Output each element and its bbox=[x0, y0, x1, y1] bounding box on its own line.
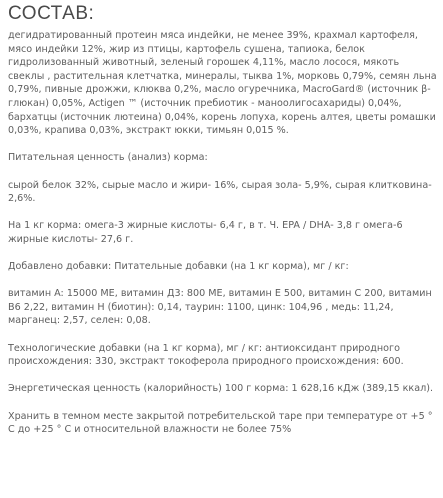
energy-value-paragraph: Энергетическая ценность (калорийность) 100 г корма: 1 628,16 кДж (389,15 ккал). bbox=[8, 383, 434, 395]
analysis-paragraph: сырой белок 32%, сырые масло и жири- 16%, сырая зола- 5,9%, сырая клитковина- 2,6%. bbox=[8, 179, 432, 205]
additives-heading: Добавлено добавки: Питательные добавки (на 1 кг корма), мг / кг: bbox=[8, 261, 349, 273]
spacer bbox=[8, 369, 438, 383]
spacer bbox=[8, 138, 438, 152]
spacer bbox=[8, 247, 438, 261]
spacer bbox=[8, 274, 438, 288]
nutrition-heading: Питательная ценность (анализ) корма: bbox=[8, 152, 208, 164]
ingredients-paragraph: дегидратированный протеин мяса индейки, не менее 39%, крахмал картофеля, мясо индейки 12%, жир из птицы, картофель сушена, тапиока, белок гидролизованный животный, зеленый горошек 4,11%, масло лосося, мякоть свеклы , растительная клетчатка, минералы, тыква 1%, морковь 0,79%, семян льна 0,79%, пивные дрожжи, клюква 0,2%, масло огуречника, MacroGard® (источник β-глюкан) 0,05%, Actigen ™ (источник пребиотик - маноолигосахариды) 0,04%, бархатцы (источник лютеина) 0,04%, корень лопуха, корень алтея, цветы ромашки 0,03%, крапива 0,03%, экстракт юкки, тимьян 0,015 %. bbox=[8, 30, 437, 137]
fatty-acids-paragraph: На 1 кг корма: омега-3 жирные кислоты- 6,4 г, в т. Ч. EPA / DHA- 3,8 г омега-6 жирные кислоты- 27,6 г. bbox=[8, 220, 403, 245]
vitamins-paragraph: витамин A: 15000 МЕ, витамин Д3: 800 МЕ, витамин Е 500, витамин С 200, витамин B6 2,22, витамин Н (биотин): 0,14, таурин: 1100, цинк: 104,96 , медь: 11,24, марганец: 2,57, селен: 0,08. bbox=[8, 288, 432, 327]
spacer bbox=[8, 396, 438, 410]
composition-document bbox=[8, 0, 438, 437]
storage-paragraph: Хранить в темном месте закрытой потребительской таре при температуре от +5 ° С до +25 ° С и относительной влажности не более 75% bbox=[8, 410, 433, 436]
spacer bbox=[8, 165, 438, 179]
spacer bbox=[8, 206, 438, 220]
technological-additives-paragraph: Технологические добавки (на 1 кг корма), мг / кг: антиоксидант природного происхождения: 330, экстракт токоферола природного происхождения: 600. bbox=[8, 342, 404, 368]
section-title: СОСТАВ: bbox=[8, 3, 95, 24]
spacer bbox=[8, 328, 438, 342]
